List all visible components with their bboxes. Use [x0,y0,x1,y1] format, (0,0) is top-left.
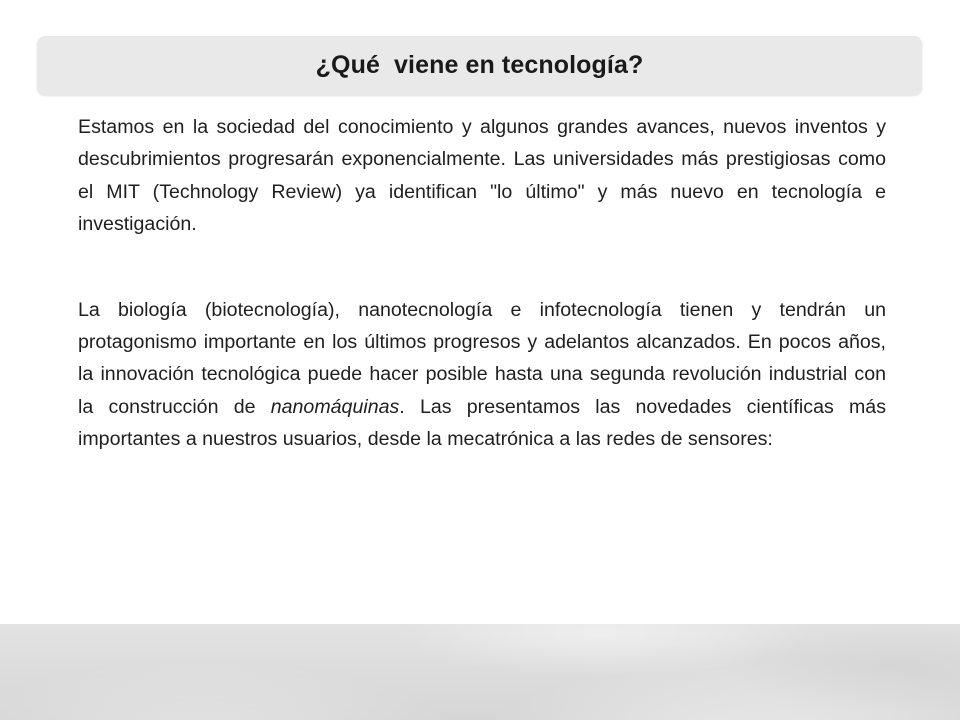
footer-decorative-band [0,624,960,720]
paragraph-technologies-text-end: . Las presentamos las novedades científicas más importantes a nuestros usuarios, desde la mecatrónica a las redes de sensores: [78,395,886,451]
title-bar [37,36,922,95]
paragraph-intro: Estamos en la sociedad del conocimiento y algunos grandes avances, nuevos inventos y descubrimientos progresarán exponencialmente. Las universidades más prestigiosas como el MIT (Technology Review) ya identifican "lo último" y más nuevo en tecnología e investigación. [78,116,886,236]
slide-body [78,111,886,456]
paragraph-technologies-text-start: La biología (biotecnología), nanotecnología e infotecnología tienen y tendrán un protagonismo importante en los últimos progresos y adelantos alcanzados. En pocos años, la innovación tecnológica puede hacer posible hasta una segunda revolución industrial con la construcción de [78,298,886,418]
slide-title: ¿Qué viene en tecnología? [315,51,644,79]
paragraph-technologies-emphasis: nanomáquinas [270,395,400,418]
paragraph-technologies [78,294,886,456]
